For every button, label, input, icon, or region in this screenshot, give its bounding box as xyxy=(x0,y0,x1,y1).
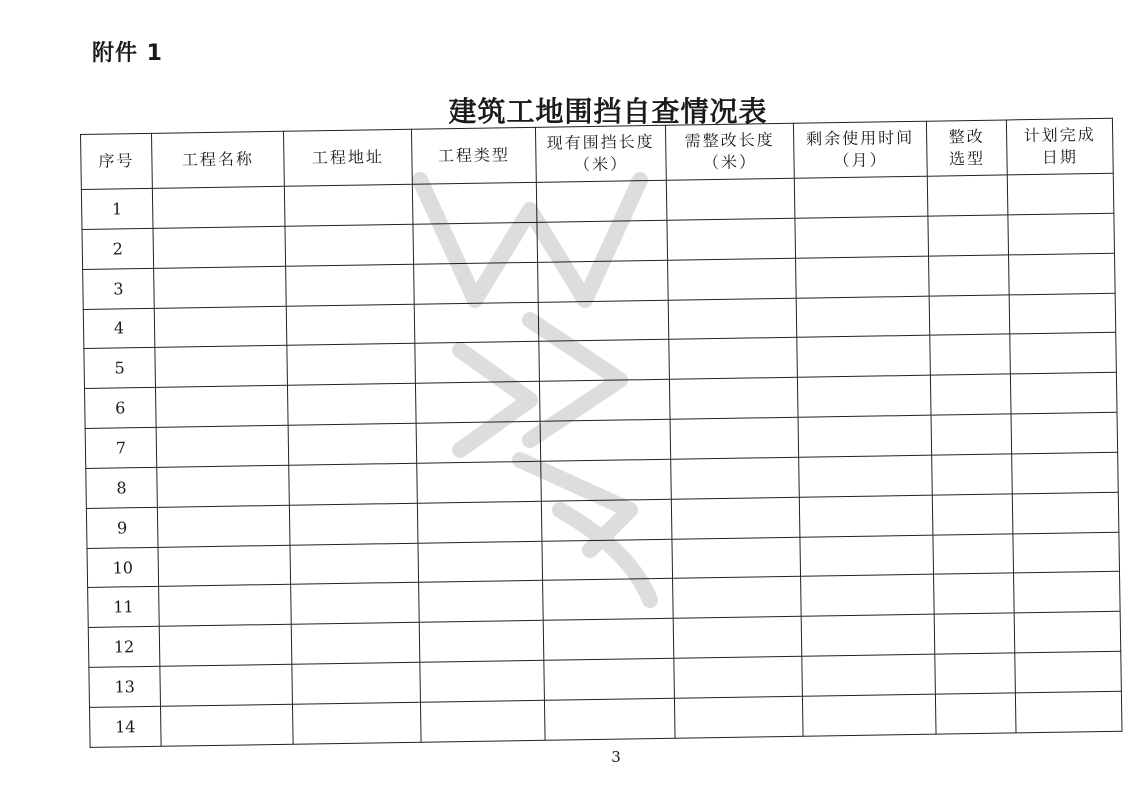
self-check-table xyxy=(80,118,1123,748)
table-cell[interactable] xyxy=(802,654,936,696)
column-header-text: 剩余使用时间 xyxy=(806,127,915,149)
table-cell[interactable] xyxy=(934,613,1015,654)
column-header-text: 需整改长度 xyxy=(684,130,775,151)
row-serial-number: 14 xyxy=(90,706,162,747)
table-body xyxy=(81,173,1122,747)
table-cell[interactable] xyxy=(154,266,287,308)
row-serial-number: 4 xyxy=(83,308,155,349)
table-cell[interactable] xyxy=(291,583,420,625)
table-cell[interactable] xyxy=(155,385,288,427)
table-cell[interactable] xyxy=(152,186,285,228)
table-cell[interactable] xyxy=(668,258,797,300)
table-cell[interactable] xyxy=(668,298,797,340)
table-cell[interactable] xyxy=(935,653,1016,694)
row-serial-number: 10 xyxy=(87,547,159,588)
table-cell[interactable] xyxy=(802,694,936,736)
column-header-unit: （米） xyxy=(573,154,629,175)
column-header-existing-length xyxy=(535,125,666,182)
table-cell[interactable] xyxy=(932,494,1013,535)
table-cell[interactable] xyxy=(1014,612,1121,654)
table-cell[interactable] xyxy=(794,176,928,218)
table-cell[interactable] xyxy=(674,656,803,698)
table-cell[interactable] xyxy=(1008,213,1115,255)
column-header-text: 工程类型 xyxy=(437,145,511,166)
table-cell[interactable] xyxy=(160,664,293,706)
table-cell[interactable] xyxy=(672,537,801,579)
table-cell[interactable] xyxy=(929,294,1010,335)
table-cell[interactable] xyxy=(284,184,413,226)
row-serial-number: 5 xyxy=(84,348,156,389)
table-cell[interactable] xyxy=(797,336,931,378)
table-cell[interactable] xyxy=(157,505,290,547)
table-cell[interactable] xyxy=(539,379,670,421)
table-cell[interactable] xyxy=(541,499,672,541)
table-cell[interactable] xyxy=(1010,333,1117,375)
column-header-rectify-type xyxy=(926,120,1007,176)
column-header-text: 工程名称 xyxy=(181,149,255,170)
table-cell[interactable] xyxy=(540,419,671,461)
table-cell[interactable] xyxy=(674,696,803,738)
column-header-text: 日期 xyxy=(1041,147,1079,167)
column-header-text: 整改 xyxy=(948,126,985,147)
table-cell[interactable] xyxy=(798,415,932,457)
table-cell[interactable] xyxy=(928,215,1009,256)
table-cell[interactable] xyxy=(288,423,417,465)
row-serial-number: 2 xyxy=(82,228,154,269)
table-cell[interactable] xyxy=(796,256,930,298)
attachment-label: 附件 1 xyxy=(92,41,163,66)
table-cell[interactable] xyxy=(159,625,292,667)
column-header-text: 工程地址 xyxy=(311,147,385,168)
table-cell[interactable] xyxy=(159,585,292,627)
table-cell[interactable] xyxy=(286,304,415,346)
table-cell[interactable] xyxy=(1012,492,1119,534)
table-cell[interactable] xyxy=(799,455,933,497)
table-cell[interactable] xyxy=(290,543,419,585)
row-serial-number: 3 xyxy=(83,268,155,309)
column-header-project-name xyxy=(151,131,284,188)
table-cell[interactable] xyxy=(932,454,1013,495)
column-header-unit: （米） xyxy=(702,152,758,173)
column-header-text: 现有围挡长度 xyxy=(546,131,655,153)
table-cell[interactable] xyxy=(539,340,670,382)
table-cell[interactable] xyxy=(927,175,1008,216)
table-cell[interactable] xyxy=(415,382,540,424)
table-cell[interactable] xyxy=(285,224,414,266)
table-cell[interactable] xyxy=(156,425,289,467)
column-header-serial xyxy=(81,133,153,189)
table-cell[interactable] xyxy=(414,302,539,344)
table-cell[interactable] xyxy=(420,660,545,702)
table-cell[interactable] xyxy=(931,414,1012,455)
table-cell[interactable] xyxy=(1015,651,1122,693)
table-cell[interactable] xyxy=(671,457,800,499)
table-cell[interactable] xyxy=(292,662,421,704)
column-header-planned-date xyxy=(1006,118,1113,175)
row-serial-number: 13 xyxy=(89,666,161,707)
table-cell[interactable] xyxy=(801,575,935,617)
table-cell[interactable] xyxy=(934,573,1015,614)
table-cell[interactable] xyxy=(673,617,802,659)
table-cell[interactable] xyxy=(153,226,286,268)
table-cell[interactable] xyxy=(542,539,673,581)
table-cell[interactable] xyxy=(417,461,542,503)
document-title: 建筑工地围挡自查情况表 xyxy=(448,95,768,128)
table-cell[interactable] xyxy=(796,296,930,338)
table-cell[interactable] xyxy=(799,495,933,537)
table-cell[interactable] xyxy=(1012,452,1119,494)
table-cell[interactable] xyxy=(801,614,935,656)
table-cell[interactable] xyxy=(287,344,416,386)
table-cell[interactable] xyxy=(420,700,545,742)
table-cell[interactable] xyxy=(289,503,418,545)
row-serial-number: 1 xyxy=(81,188,153,229)
column-header-project-address xyxy=(283,129,412,186)
table-cell[interactable] xyxy=(673,577,802,619)
table-cell[interactable] xyxy=(1010,372,1117,414)
table-cell[interactable] xyxy=(543,619,674,661)
table-cell[interactable] xyxy=(930,334,1011,375)
table-cell[interactable] xyxy=(929,255,1010,296)
table-cell[interactable] xyxy=(797,375,931,417)
table-cell[interactable] xyxy=(537,220,668,262)
table-cell[interactable] xyxy=(289,463,418,505)
table-cell[interactable] xyxy=(795,216,929,258)
table-cell[interactable] xyxy=(541,459,672,501)
row-serial-number: 6 xyxy=(85,388,157,429)
table-cell[interactable] xyxy=(666,178,795,220)
table-cell[interactable] xyxy=(416,421,541,463)
column-header-project-type xyxy=(411,127,536,184)
table-cell[interactable] xyxy=(154,306,287,348)
table-cell[interactable] xyxy=(800,535,934,577)
table-cell[interactable] xyxy=(286,264,415,306)
column-header-text: 计划完成 xyxy=(1023,125,1096,146)
table-cell[interactable] xyxy=(544,698,675,740)
table-cell[interactable] xyxy=(670,417,799,459)
table-cell[interactable] xyxy=(1015,691,1122,733)
row-serial-number: 9 xyxy=(86,507,158,548)
table-cell[interactable] xyxy=(412,182,537,224)
table-cell[interactable] xyxy=(1007,173,1114,215)
row-serial-number: 7 xyxy=(85,427,157,468)
table-cell[interactable] xyxy=(536,180,667,222)
table-cell[interactable] xyxy=(418,541,543,583)
table-cell[interactable] xyxy=(158,545,291,587)
table-cell[interactable] xyxy=(538,300,669,342)
table-cell[interactable] xyxy=(415,342,540,384)
table-cell[interactable] xyxy=(292,702,421,744)
column-header-text: 选型 xyxy=(948,148,986,169)
table-cell[interactable] xyxy=(414,262,539,304)
self-check-table-sheet xyxy=(80,118,1122,748)
table-cell[interactable] xyxy=(419,621,544,663)
table-cell[interactable] xyxy=(667,218,796,260)
table-cell[interactable] xyxy=(419,581,544,623)
table-cell[interactable] xyxy=(1009,293,1116,335)
table-cell[interactable] xyxy=(671,497,800,539)
table-cell[interactable] xyxy=(933,533,1014,574)
page-number: 3 xyxy=(611,748,621,766)
row-serial-number: 8 xyxy=(86,467,158,508)
column-header-unit: （月） xyxy=(833,150,888,171)
row-serial-number: 12 xyxy=(88,627,160,668)
table-cell[interactable] xyxy=(930,374,1011,415)
table-cell[interactable] xyxy=(155,346,288,388)
table-cell[interactable] xyxy=(1014,572,1121,614)
table-cell[interactable] xyxy=(413,222,538,264)
table-cell[interactable] xyxy=(417,501,542,543)
table-cell[interactable] xyxy=(538,260,669,302)
table-cell[interactable] xyxy=(543,579,674,621)
table-cell[interactable] xyxy=(1011,412,1118,454)
table-cell[interactable] xyxy=(1013,532,1120,574)
table-cell[interactable] xyxy=(544,658,675,700)
table-cell[interactable] xyxy=(287,383,416,425)
table-cell[interactable] xyxy=(669,338,798,380)
column-header-text: 序号 xyxy=(98,151,135,171)
table-cell[interactable] xyxy=(935,693,1016,734)
column-header-remaining-time xyxy=(793,121,927,178)
table-cell[interactable] xyxy=(157,465,290,507)
column-header-rectify-length xyxy=(665,123,794,180)
table-cell[interactable] xyxy=(291,623,420,665)
table-cell[interactable] xyxy=(669,377,798,419)
table-cell[interactable] xyxy=(1009,253,1116,295)
row-serial-number: 11 xyxy=(88,587,160,628)
table-cell[interactable] xyxy=(160,704,293,746)
